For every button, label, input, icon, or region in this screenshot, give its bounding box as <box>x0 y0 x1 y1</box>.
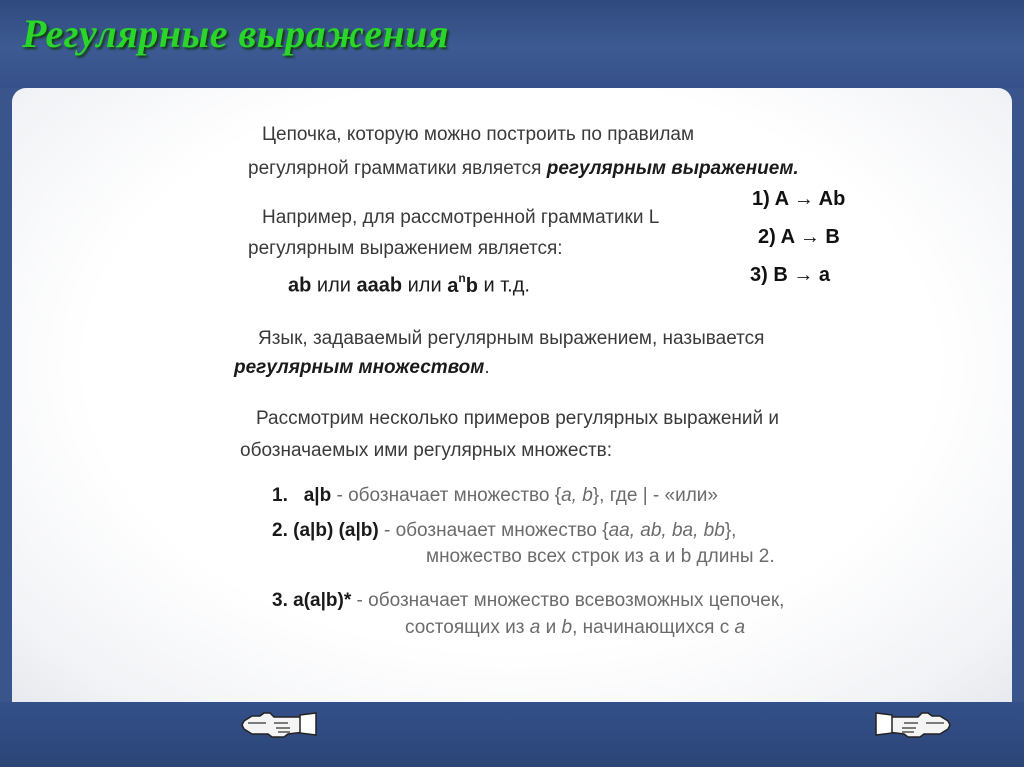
chain-anb-tail: b <box>465 274 478 297</box>
chain-ab: ab <box>288 274 312 297</box>
example-3-l2e: , начинающихся с <box>572 617 735 638</box>
or-word-1: или <box>311 274 357 297</box>
definition-text: регулярной грамматики является <box>248 158 547 179</box>
pointing-hand-left-icon[interactable] <box>238 707 318 748</box>
example-1-desc: - обозначает множество { <box>331 485 562 506</box>
example-2-desc: - обозначает множество { <box>378 520 609 541</box>
example-2-line-2: множество всех строк из a и b длины 2. <box>426 546 775 567</box>
chain-anb-exponent: n <box>458 271 466 285</box>
intro-line-1: Рассмотрим несколько примеров регулярных выражений и <box>256 408 780 429</box>
grammar-rule-2: 2) A → B <box>758 226 840 248</box>
chain-aaab: aaab <box>356 274 403 297</box>
example-2-expr: (a|b) (a|b) <box>293 520 379 541</box>
example-3-l2a: состоящих из <box>405 617 530 638</box>
slide-header <box>0 0 1024 88</box>
example-1-desc-end: }, где | - «или» <box>592 485 718 506</box>
example-3-line-2 <box>405 617 745 639</box>
slide-footer <box>0 702 1024 767</box>
example-3-l2d: b <box>561 617 573 638</box>
chain-anb <box>447 271 478 297</box>
example-3-l2b: a <box>529 617 541 638</box>
pointing-hand-right-icon[interactable] <box>874 707 954 748</box>
definition-line-1: Цепочка, которую можно построить по правилам <box>262 124 695 145</box>
example-line-1: Например, для рассмотренной грамматики L <box>262 207 660 228</box>
chain-anb-base: a <box>447 274 459 297</box>
slide-title: Регулярные выражения <box>22 11 450 56</box>
example-chains <box>288 273 530 298</box>
example-2-desc-end: }, <box>724 520 737 541</box>
definition-term: регулярным выражением. <box>546 158 799 179</box>
example-1-number: 1. <box>272 485 288 506</box>
regular-set-term: регулярным множеством <box>234 357 485 378</box>
example-3-desc: - обозначает множество всевозможных цепочек, <box>351 590 785 611</box>
language-line-2 <box>234 357 490 379</box>
example-1-set: a, b <box>561 485 593 506</box>
language-line-1: Язык, задаваемый регулярным выражением, называется <box>258 328 765 349</box>
language-line-end: . <box>484 357 490 378</box>
definition-line-2 <box>248 158 799 180</box>
regex-example-3 <box>272 590 784 612</box>
example-1-expr: a|b <box>303 485 332 506</box>
example-line-2: регулярным выражением является: <box>248 238 563 259</box>
regex-example-2 <box>272 520 736 542</box>
example-2-set: aa, ab, ba, bb <box>608 520 725 541</box>
regex-example-1 <box>272 485 718 507</box>
example-3-l2f: a <box>734 617 746 638</box>
etc-text: и т.д. <box>477 274 530 297</box>
grammar-rule-3: 3) B → a <box>750 264 831 286</box>
example-3-expr: a(a|b)* <box>293 590 352 611</box>
example-2-number: 2. <box>272 520 288 541</box>
example-3-number: 3. <box>272 590 288 611</box>
example-3-l2c: и <box>540 617 562 638</box>
or-word-2: или <box>402 274 448 297</box>
intro-line-2: обозначаемых ими регулярных множеств: <box>240 440 613 461</box>
grammar-rule-1: 1) A → Ab <box>752 188 846 210</box>
